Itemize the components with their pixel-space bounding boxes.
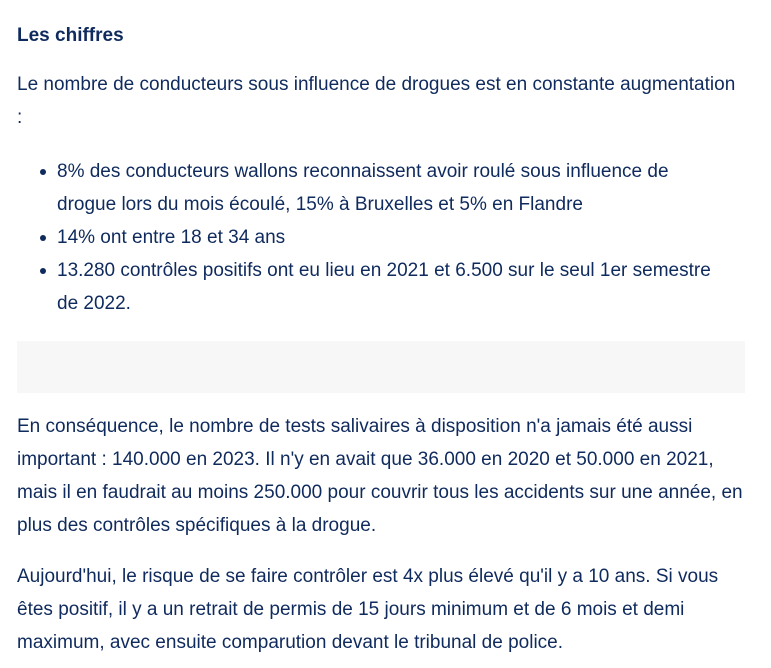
list-item-text: 8% des conducteurs wallons reconnaissent avoir roulé sous influence de drogue lors du mois écoulé, 15% à Bruxelles et 5% en Flandre [57, 161, 669, 215]
content-placeholder-box [17, 341, 745, 393]
risk-paragraph: Aujourd'hui, le risque de se faire contrôler est 4x plus élevé qu'il y a 10 ans. Si vous êtes positif, il y a un retrait de permis de 15 jours minimum et de 6 mois et demi maximum, avec ensuite comparution devant le tribunal de police. [17, 566, 719, 653]
list-item [17, 254, 745, 320]
bullet-dot-icon [40, 169, 46, 175]
intro-paragraph: Le nombre de conducteurs sous influence de drogues est en constante augmentation : [17, 74, 736, 128]
statistics-list [17, 155, 745, 320]
section-heading: Les chiffres [17, 25, 124, 46]
list-item [17, 155, 745, 221]
list-item [17, 221, 745, 254]
list-item-text: 14% ont entre 18 et 34 ans [57, 227, 286, 248]
list-item-text: 13.280 contrôles positifs ont eu lieu en 2021 et 6.500 sur le seul 1er semestre de 2022. [57, 260, 711, 314]
bullet-dot-icon [40, 235, 46, 241]
bullet-dot-icon [40, 268, 46, 274]
tests-paragraph: En conséquence, le nombre de tests salivaires à disposition n'a jamais été aussi important : 140.000 en 2023. Il n'y en avait que 36.000 en 2020 et 50.000 en 2021, mais il en faudrait au moins 250.000 pour couvrir tous les accidents sur une année, en plus des contrôles spécifiques à la drogue. [17, 416, 743, 536]
